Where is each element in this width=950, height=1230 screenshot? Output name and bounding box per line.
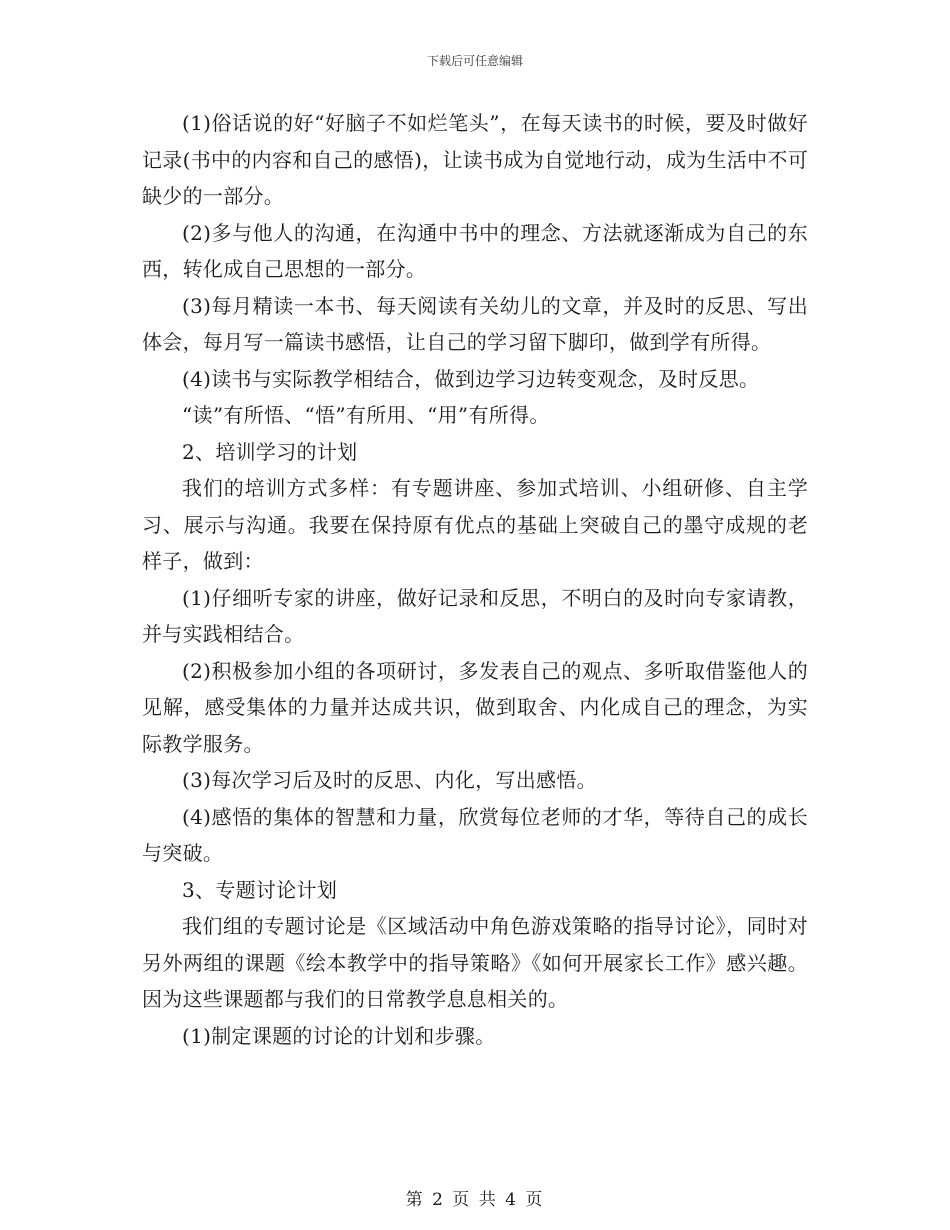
paragraph-3: (3)每月精读一本书、每天阅读有关幼儿的文章，并及时的反思、写出体会，每月写一篇读书感悟，让自己的学习留下脚印，做到学有所得。 [142,293,808,354]
page-header: 下载后可任意编辑 [426,54,523,68]
paragraph-7: 我们的培训方式多样：有专题讲座、参加式培训、小组研修、自主学习、展示与沟通。我要在保持原有优点的基础上突破自己的墨守成规的老样子，做到： [142,476,808,573]
document-body [142,105,808,1054]
section-heading-2: 2、培训学习的计划 [182,439,358,464]
paragraph-2: (2)多与他人的沟通，在沟通中书中的理念、方法就逐渐成为自己的东西，转化成自己思想的一部分。 [142,220,808,281]
paragraph-8: (1)仔细听专家的讲座，做好记录和反思，不明白的及时向专家请教，并与实践相结合。 [142,585,808,646]
paragraph-10: (3)每次学习后及时的反思、内化，写出感悟。 [182,768,597,792]
paragraph-14: (1)制定课题的讨论的计划和步骤。 [182,1023,496,1048]
paragraph-5: “读”有所悟、“悟”有所用、“用”有所得。 [182,403,550,427]
paragraph-9: (2)积极参加小组的各项研讨，多发表自己的观点、多听取借鉴他人的见解，感受集体的力量并达成共识，做到取舍、内化成自己的理念，为实际教学服务。 [142,658,808,756]
paragraph-13: 我们组的专题讨论是《区域活动中角色游戏策略的指导讨论》，同时对另外两组的课题《绘本教学中的指导策略》《如何开展家长工作》感兴趣。因为这些课题都与我们的日常教学息息相关的。 [142,914,808,1011]
paragraph-11: (4)感悟的集体的智慧和力量，欣赏每位老师的才华，等待自己的成长与突破。 [142,804,808,865]
paragraph-1: (1)俗话说的好“好脑子不如烂笔头”，在每天读书的时候，要及时做好记录(书中的内容和自己的感悟)，让读书成为自觉地行动，成为生活中不可缺少的一部分。 [142,111,808,208]
section-heading-3: 3、专题讨论计划 [182,877,338,902]
page-footer: 第 2 页 共 4 页 [405,1190,545,1210]
paragraph-4: (4)读书与实际教学相结合，做到边学习边转变观念，及时反思。 [182,366,760,391]
